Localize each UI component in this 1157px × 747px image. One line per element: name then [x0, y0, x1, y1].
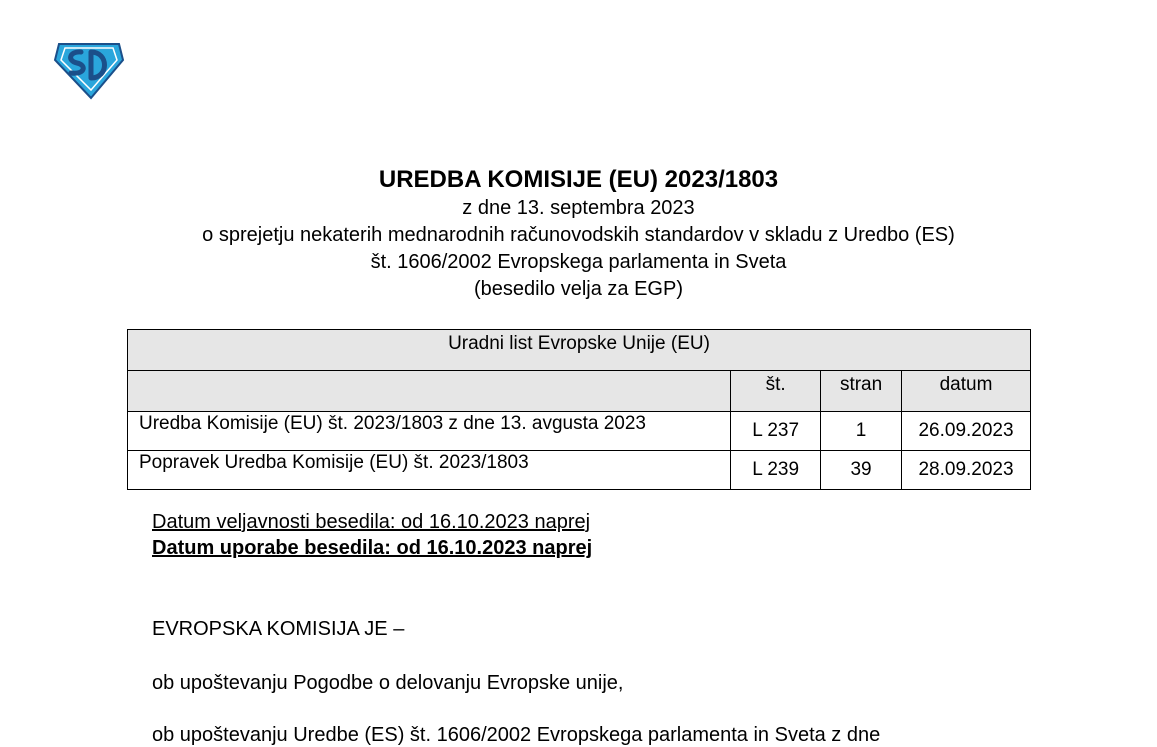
- validity-date: Datum veljavnosti besedila: od 16.10.2023 naprej: [152, 511, 591, 533]
- document-subtitle-line1: o sprejetju nekaterih mednarodnih računovodskih standardov v skladu z Uredbo (ES): [202, 224, 955, 246]
- document-title: UREDBA KOMISIJE (EU) 2023/1803: [378, 166, 779, 193]
- table-caption-row: [128, 330, 1031, 371]
- row-date: 26.09.2023: [902, 412, 1031, 451]
- official-journal-table: [127, 329, 1031, 490]
- application-date: Datum uporabe besedila: od 16.10.2023 naprej: [152, 537, 593, 559]
- body-paragraph-3: ob upoštevanju Uredbe (ES) št. 1606/2002 Evropskega parlamenta in Sveta z dne: [152, 724, 881, 746]
- table-caption: Uradni list Evropske Unije (EU): [128, 330, 1031, 371]
- body-paragraph-1: EVROPSKA KOMISIJA JE –: [152, 618, 405, 640]
- row-number: L 239: [731, 451, 821, 490]
- body-paragraph-2: ob upoštevanju Pogodbe o delovanju Evropske unije,: [152, 672, 624, 694]
- column-header-number: št.: [731, 371, 821, 412]
- row-page: 39: [821, 451, 902, 490]
- sd-logo: [53, 42, 125, 100]
- eea-relevance-note: (besedilo velja za EGP): [474, 278, 683, 300]
- row-page: 1: [821, 412, 902, 451]
- row-number: L 237: [731, 412, 821, 451]
- row-date: 28.09.2023: [902, 451, 1031, 490]
- column-header-page: stran: [821, 371, 902, 412]
- document-date: z dne 13. septembra 2023: [462, 197, 695, 219]
- row-title: Uredba Komisije (EU) št. 2023/1803 z dne 13. avgusta 2023: [128, 412, 731, 451]
- table-row: [128, 451, 1031, 490]
- document-subtitle-line2: št. 1606/2002 Evropskega parlamenta in Sveta: [370, 251, 787, 273]
- table-row: [128, 412, 1031, 451]
- column-header-title: [128, 371, 731, 412]
- row-title: Popravek Uredba Komisije (EU) št. 2023/1803: [128, 451, 731, 490]
- table-header-row: [128, 371, 1031, 412]
- column-header-date: datum: [902, 371, 1031, 412]
